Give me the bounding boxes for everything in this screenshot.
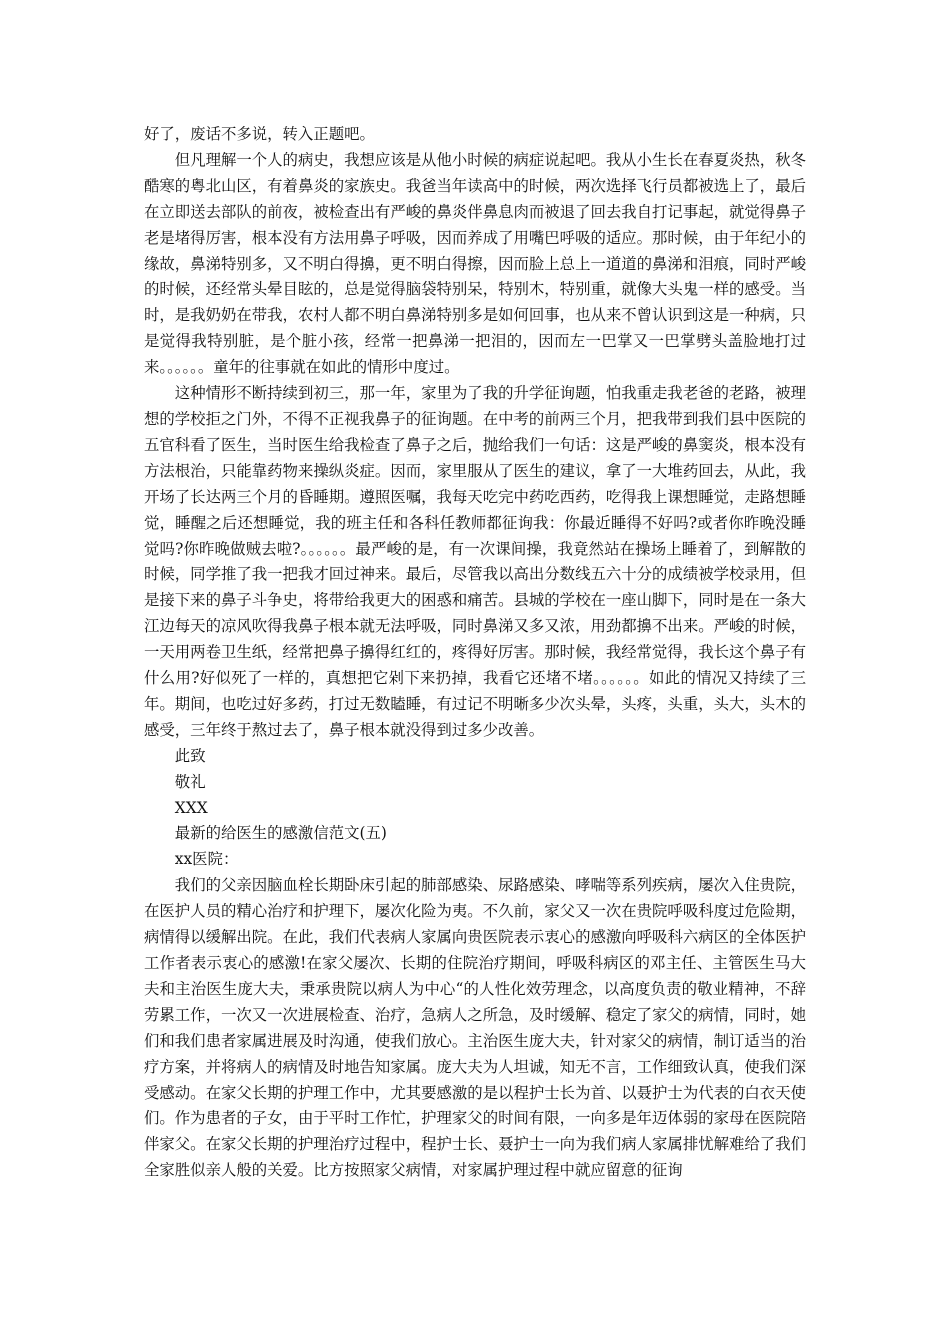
section-heading: 最新的给医生的感激信范文(五) [174,824,387,843]
closing-salutation: 此致 [174,746,206,765]
paragraph-school-years: 这种情形不断持续到初三，那一年，家里为了我的升学征询题，怕我重走我老爸的老路，被理想的学校拒之门外，不得不正视我鼻子的征询题。在中考的前两三个月，把我带到我们县中医院的五官科看了医生，当时医生给我检查了鼻子之后，抛给我们一句话：这是严峻的鼻窦炎，根本没有方法根治，只能靠药物来操纵炎症。因而，家里服从了医生的建议，拿了一大堆药回去，从此，我开场了长达两三个月的昏睡期。遵照医嘱，我每天吃完中药吃西药，吃得我上课想睡觉，走路想睡觉，睡醒之后还想睡觉，我的班主任和各科任教师都征询我：你最近睡得不好吗?或者你昨晚没睡觉吗?你昨晚做贼去啦?。。。。。。最严峻的是，有一次课间操，我竟然站在操场上睡着了，到解散的时候，同学推了我一把我才回过神来。最后，尽管我以高出分数线五六十分的成绩被学校录用，但是接下来的鼻子斗争史，将带给我更大的困惑和痛苦。县城的学校在一座山脚下，同时是在一条大江边每天的凉风吹得我鼻子根本就无法呼吸，同时鼻涕又多又浓，用劲都擤不出来。严峻的时候，一天用两卷卫生纸，经常把鼻子擤得红红的，疼得好厉害。那时候，我经常觉得，我长这个鼻子有什么用?好似死了一样的，真想把它剁下来扔掉，我看它还堵不堵。。。。。。如此的情况又持续了三年。期间，也吃过好多药，打过无数瞌睡，有过记不明晰多少次头晕，头疼，头重，头大，头木的感受，三年终于熬过去了，鼻子根本就没得到过多少改善。 [144,384,806,739]
paragraph-letter-body: 我们的父亲因脑血栓长期卧床引起的肺部感染、尿路感染、哮喘等系列疾病，屡次入住贵院，在医护人员的精心治疗和护理下，屡次化险为夷。不久前，家父又一次在贵院呼吸科度过危险期，病情得以缓解出院。在此，我们代表病人家属向贵医院表示衷心的感激向呼吸科六病区的全体医护工作者表示衷心的感激!在家父屡次、长期的住院治疗期间，呼吸科病区的邓主任、主管医生马大夫和主治医生庞大夫，秉承贵院以病人为中心“的人性化效劳理念，以高度负责的敬业精神，不辞劳累工作，一次又一次进展检查、治疗，急病人之所急，及时缓解、稳定了家父的病情，同时，她们和我们患者家属进展及时沟通，使我们放心。主治医生庞大夫，针对家父的病情，制订适当的治疗方案，并将病人的病情及时地告知家属。庞大夫为人坦诚，知无不言，工作细致认真，使我们深受感动。在家父长期的护理工作中，尤其要感激的是以程护士长为首、以聂护士为代表的白衣天使们。作为患者的子女，由于平时工作忙，护理家父的时间有限，一向多是年迈体弱的家母在医院陪伴家父。在家父长期的护理治疗过程中，程护士长、聂护士一向为我们病人家属排忧解难给了我们全家胜似亲人般的关爱。比方按照家父病情，对家属护理过程中就应留意的征询 [144,876,806,1180]
paragraph-childhood-history: 但凡理解一个人的病史，我想应该是从他小时候的病症说起吧。我从小生长在春夏炎热，秋冬酷寒的粤北山区，有着鼻炎的家族史。我爸当年读高中的时候，两次选择飞行员都被选上了，最后在立即送去部队的前夜，被检查出有严峻的鼻炎伴鼻息肉而被退了回去我自打记事起，就觉得鼻子老是堵得厉害，根本没有方法用鼻子呼吸，因而养成了用嘴巴呼吸的适应。那时候，由于年纪小的缘故，鼻涕特别多，又不明白得擤，更不明白得擦，因而脸上总上一道道的鼻涕和泪痕，同时严峻的时候，还经常头晕目眩的，总是觉得脑袋特别呆，特别木，特别重，就像大头鬼一样的感受。当时，是我奶奶在带我，农村人都不明白鼻涕特别多是如何回事，也从来不曾认识到这是一种病，只是觉得我特别脏，是个脏小孩，经常一把鼻涕一把泪的，因而左一巴掌又一巴掌劈头盖脸地打过来。。。。。。童年的往事就在如此的情形中度过。 [144,150,806,377]
document-page [144,122,806,1184]
letter-addressee: xx医院： [174,850,239,869]
closing-regards: 敬礼 [174,772,206,791]
signature-name: XXX [174,798,208,817]
paragraph-intro: 好了，废话不多说，转入正题吧。 [144,125,375,143]
